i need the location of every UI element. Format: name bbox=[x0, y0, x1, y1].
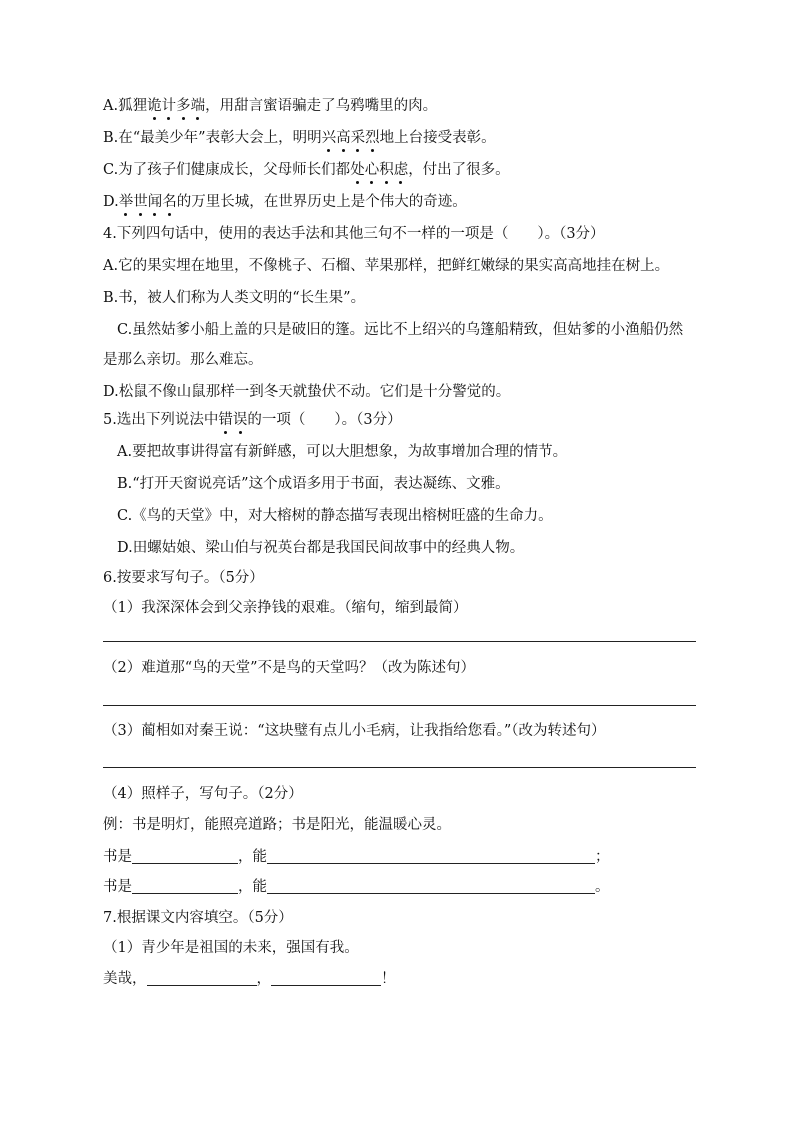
dotted-char: 闻 bbox=[147, 194, 163, 210]
dotted-char: 世 bbox=[133, 194, 148, 210]
text: ，能 bbox=[238, 879, 267, 895]
q4-option-c-line2: 是那么亲切。那么难忘。 bbox=[103, 352, 263, 368]
dotted-char: 处 bbox=[350, 162, 365, 178]
text: 书是 bbox=[103, 879, 132, 895]
text: 的万里长城，在世界历史上是个伟大的奇迹。 bbox=[176, 194, 467, 210]
text: 书是 bbox=[103, 849, 132, 865]
q3-option-c bbox=[103, 160, 510, 180]
dotted-char: 诡 bbox=[147, 98, 162, 114]
dotted-char: 错 bbox=[218, 412, 233, 428]
q4-option-b: B.书，被人们称为人类文明的“长生果”。 bbox=[103, 290, 366, 306]
text: B.在“最美少年”表彰大会上，明明 bbox=[103, 130, 322, 146]
q6-fill-row-1 bbox=[103, 847, 610, 867]
text: D. bbox=[103, 194, 119, 210]
text: C.为了孩子们健康成长，父母师长们都 bbox=[103, 162, 351, 178]
q6-sub2: （2）难道那“鸟的天堂”不是鸟的天堂吗？（改为陈述句） bbox=[103, 660, 476, 676]
q6-sub1: （1）我深深体会到父亲挣钱的艰难。（缩句，缩到最简） bbox=[103, 600, 468, 616]
q7-stem: 7.根据课文内容填空。（5分） bbox=[103, 910, 293, 926]
answer-line[interactable] bbox=[103, 705, 696, 706]
dotted-char: 举 bbox=[118, 194, 134, 210]
q3-option-d bbox=[103, 192, 467, 212]
q5-option-a: A.要把故事讲得富有新鲜感，可以大胆想象，为故事增加合理的情节。 bbox=[117, 444, 568, 460]
blank-input[interactable] bbox=[267, 877, 595, 894]
blank-input[interactable] bbox=[132, 847, 238, 864]
q4-option-d: D.松鼠不像山鼠那样一到冬天就蛰伏不动。它们是十分警觉的。 bbox=[103, 384, 511, 400]
text: ； bbox=[595, 849, 610, 865]
text: 5.选出下列说法中 bbox=[103, 412, 219, 428]
dotted-char: 心 bbox=[364, 162, 380, 178]
dotted-char: 虑 bbox=[393, 162, 409, 178]
dotted-char: 烈 bbox=[365, 130, 380, 146]
dotted-char: 计 bbox=[161, 98, 177, 114]
q6-sub3: （3）蔺相如对秦王说：“这块璧有点儿小毛病，让我指给您看。”（改为转述句） bbox=[103, 723, 606, 739]
blank-input[interactable] bbox=[147, 969, 257, 986]
dotted-char: 高 bbox=[336, 130, 351, 146]
q4-option-c-line1: C.虽然姑爹小船上盖的只是破旧的篷。远比不上绍兴的乌篷船精致，但姑爹的小渔船仍然 bbox=[117, 322, 684, 338]
q5-option-b: B.“打开天窗说亮话”这个成语多用于书面，表达凝练、文雅。 bbox=[117, 476, 510, 492]
q6-sub4: （4）照样子，写句子。（2分） bbox=[103, 786, 303, 802]
answer-line[interactable] bbox=[103, 641, 696, 642]
text: 地上台接受表彰。 bbox=[379, 130, 496, 146]
blank-input[interactable] bbox=[267, 847, 595, 864]
text: ，能 bbox=[238, 849, 267, 865]
q6-fill-row-2 bbox=[103, 877, 610, 897]
dotted-char: 采 bbox=[350, 130, 366, 146]
q4-option-a: A.它的果实埋在地里，不像桃子、石榴、苹果那样，把鲜红嫩绿的果实高高地挂在树上。 bbox=[103, 258, 670, 274]
text: ！ bbox=[381, 971, 396, 987]
dotted-char: 名 bbox=[162, 194, 177, 210]
q4-stem: 4.下列四句话中，使用的表达手法和其他三句不一样的一项是（ ）。（3分） bbox=[103, 226, 605, 242]
q5-stem bbox=[103, 410, 402, 430]
q6-stem: 6.按要求写句子。（5分） bbox=[103, 570, 264, 586]
dotted-char: 多 bbox=[176, 98, 191, 114]
q5-option-d: D.田螺姑娘、梁山伯与祝英台都是我国民间故事中的经典人物。 bbox=[117, 540, 525, 556]
q6-example: 例：书是明灯，能照亮道路；书是阳光，能温暖心灵。 bbox=[103, 817, 451, 833]
text: 美哉， bbox=[103, 971, 147, 987]
blank-input[interactable] bbox=[132, 877, 238, 894]
q3-option-a bbox=[103, 96, 437, 116]
answer-line[interactable] bbox=[103, 767, 696, 768]
text: A.狐狸 bbox=[103, 98, 148, 114]
dotted-char: 端 bbox=[190, 98, 206, 114]
q7-fill-row bbox=[103, 969, 396, 989]
text: ， bbox=[256, 971, 271, 987]
q3-option-b bbox=[103, 128, 496, 148]
text: ，用甜言蜜语骗走了乌鸦嘴里的肉。 bbox=[205, 98, 438, 114]
text: 的一项（ ）。（3分） bbox=[247, 412, 402, 428]
dotted-char: 兴 bbox=[321, 130, 337, 146]
q7-sub1: （1）青少年是祖国的未来，强国有我。 bbox=[103, 940, 359, 956]
text: ，付出了很多。 bbox=[408, 162, 510, 178]
text: 。 bbox=[595, 879, 610, 895]
dotted-char: 误 bbox=[232, 412, 248, 428]
dotted-char: 积 bbox=[379, 162, 394, 178]
q5-option-c: C.《鸟的天堂》中，对大榕树的静态描写表现出榕树旺盛的生命力。 bbox=[117, 508, 553, 524]
blank-input[interactable] bbox=[271, 969, 381, 986]
